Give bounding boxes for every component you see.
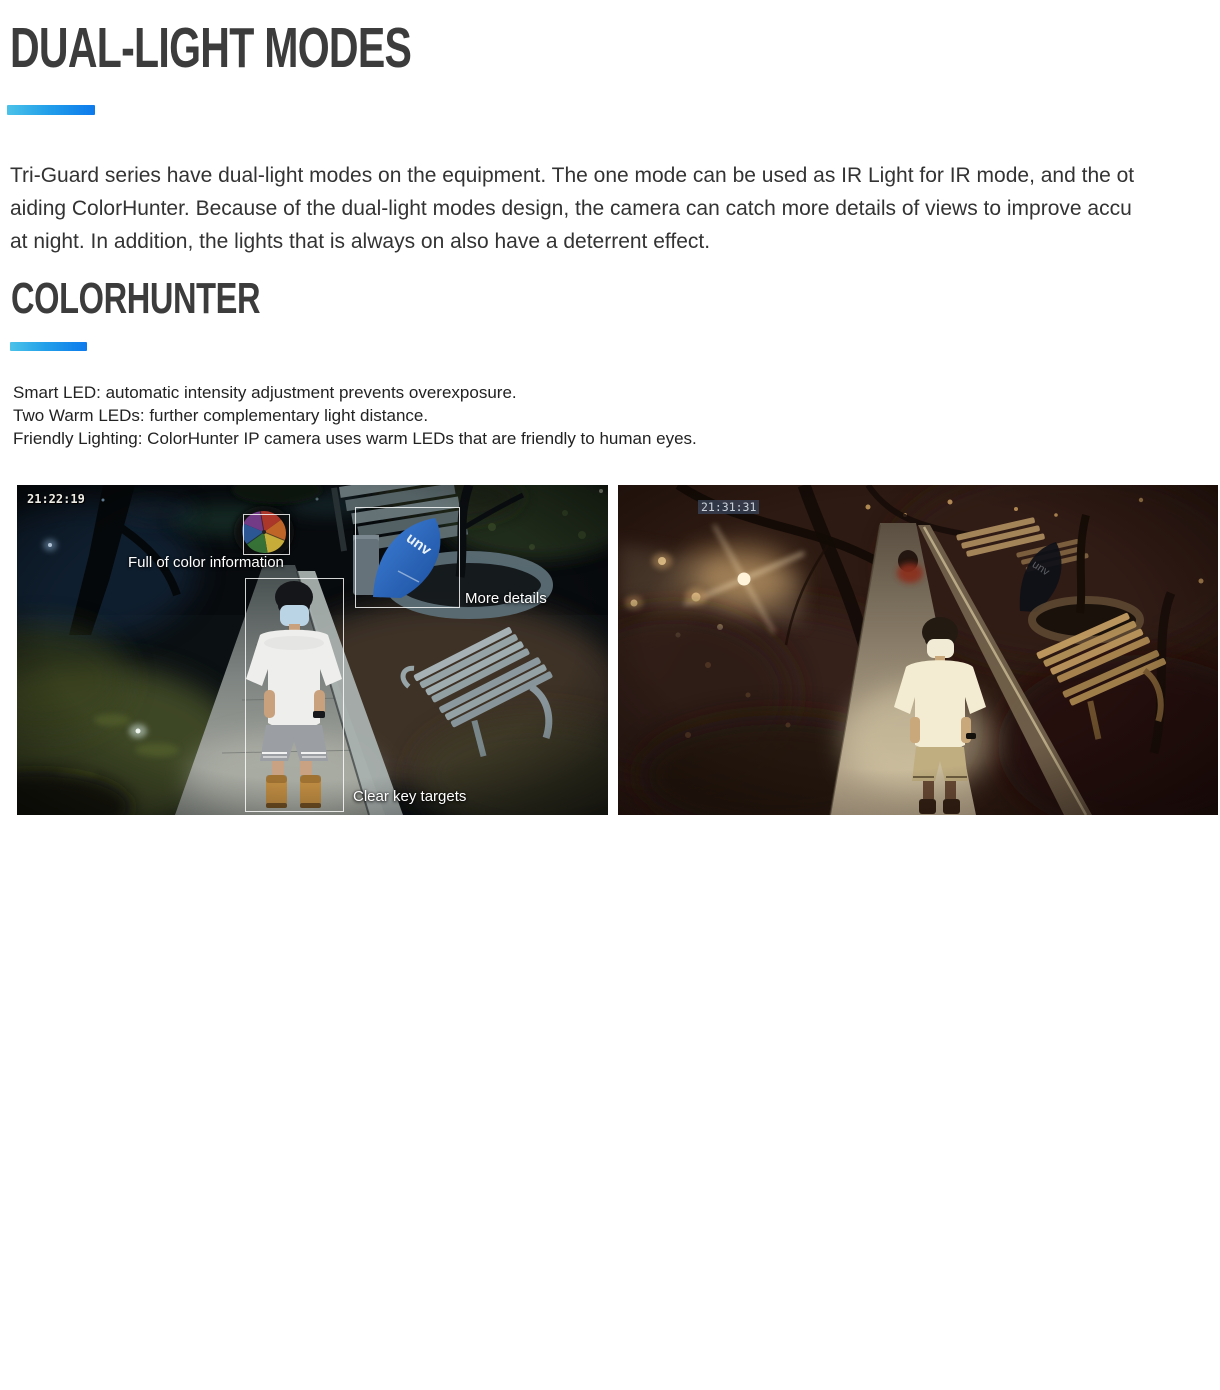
- accent-bar: [10, 342, 87, 351]
- intro-line: Tri-Guard series have dual-light modes on the equipment. The one mode can be used as IR Light for IR mode, and the ot: [10, 164, 1135, 187]
- feature-line: Two Warm LEDs: further complementary light distance.: [13, 406, 429, 425]
- umbrella-highlight-box: [243, 514, 290, 555]
- color-info-label: Full of color information: [128, 554, 284, 571]
- feature-line: Smart LED: automatic intensity adjustment prevents overexposure.: [13, 383, 517, 402]
- key-targets-label: Clear key targets: [353, 788, 467, 805]
- intro-line: at night. In addition, the lights that is always on also have a deterrent effect.: [10, 230, 711, 253]
- intro-line: aiding ColorHunter. Because of the dual-light modes design, the camera can catch more details of views to improve accu: [10, 197, 1132, 220]
- warm-light-scene: [618, 485, 1218, 815]
- intro-paragraph: [10, 159, 1134, 258]
- colorhunter-sample-image: [17, 485, 608, 815]
- section-heading: COLORHUNTER: [11, 274, 261, 323]
- accent-bar: [7, 105, 95, 115]
- feature-list: [13, 381, 697, 450]
- page-title: DUAL-LIGHT MODES: [10, 16, 412, 80]
- timestamp-overlay: 21:22:19: [27, 492, 85, 506]
- more-details-label: More details: [465, 590, 547, 607]
- person-highlight-box: [245, 578, 344, 812]
- ir-sample-image: [618, 485, 1218, 815]
- timestamp-overlay: 21:31:31: [698, 500, 759, 514]
- flag-highlight-box: [355, 507, 460, 608]
- feature-line: Friendly Lighting: ColorHunter IP camera uses warm LEDs that are friendly to human eyes.: [13, 429, 697, 448]
